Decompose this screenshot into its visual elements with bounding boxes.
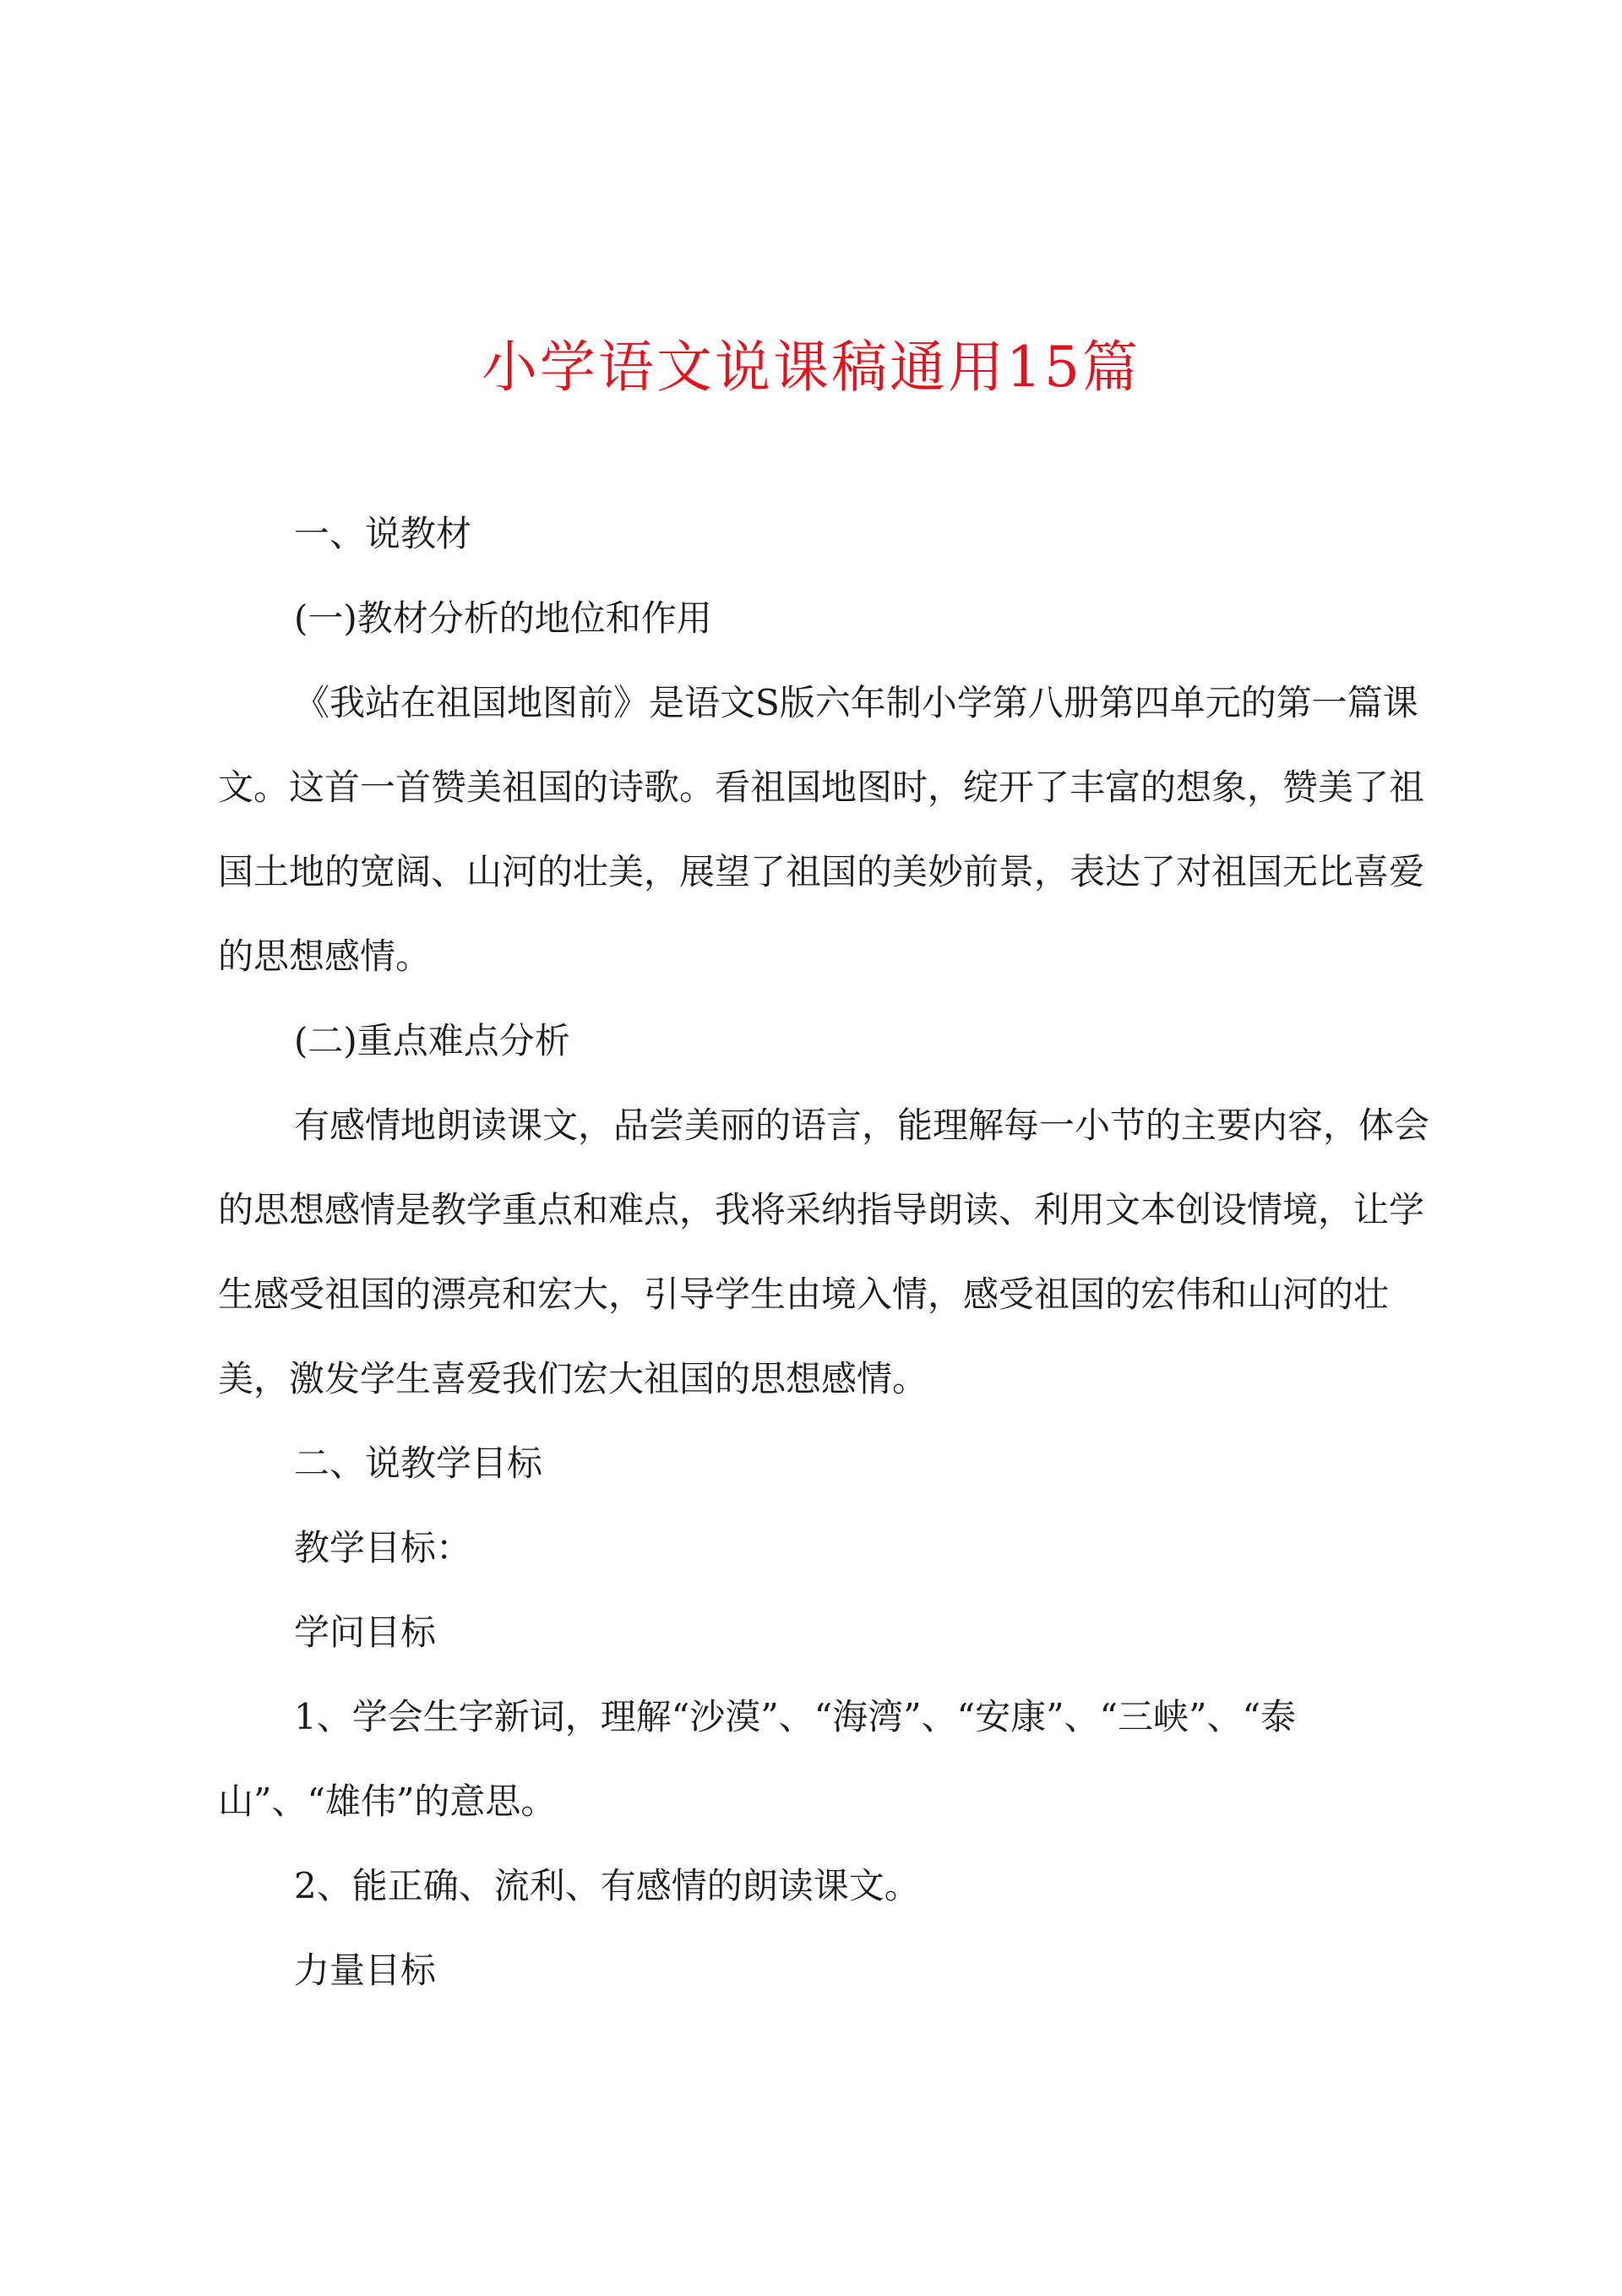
goal-item-1: 1、学会生字新词，理解“沙漠”、“海湾”、“安康”、“三峡”、“泰山”、“雄伟”的意思。: [218, 1696, 1296, 1822]
knowledge-goals-label: 学问目标: [294, 1612, 437, 1653]
goal-item-2: 2、能正确、流利、有感情的朗读课文。: [294, 1865, 920, 1906]
body-paragraph-2: 有感情地朗读课文，品尝美丽的语言，能理解每一小节的主要内容，体会的思想感情是教学重点和难点，我将采纳指导朗读、利用文本创设情境，让学生感受祖国的漂亮和宏大，引导学生由境入情，感受祖国的宏伟和山河的壮美，激发学生喜爱我们宏大祖国的思想感情。: [218, 1104, 1430, 1399]
document-body: [218, 492, 1434, 2013]
subsection-heading-2: (二)重点难点分析: [294, 1020, 570, 1061]
section-heading-1: 一、说教材: [294, 513, 472, 554]
subsection-heading-1: (一)教材分析的地位和作用: [294, 597, 712, 639]
teaching-goals-label: 教学目标：: [294, 1527, 472, 1568]
ability-goals-label: 力量目标: [294, 1950, 437, 1991]
body-paragraph-1: 《我站在祖国地图前》是语文S版六年制小学第八册第四单元的第一篇课文。这首一首赞美祖国的诗歌。看祖国地图时，绽开了丰富的想象，赞美了祖国土地的宽阔、山河的壮美，展望了祖国的美妙前景，表达了对祖国无比喜爱的思想感情。: [218, 682, 1425, 977]
section-heading-2: 二、说教学目标: [294, 1442, 543, 1484]
document-title: 小学语文说课稿通用15篇: [482, 335, 1140, 400]
